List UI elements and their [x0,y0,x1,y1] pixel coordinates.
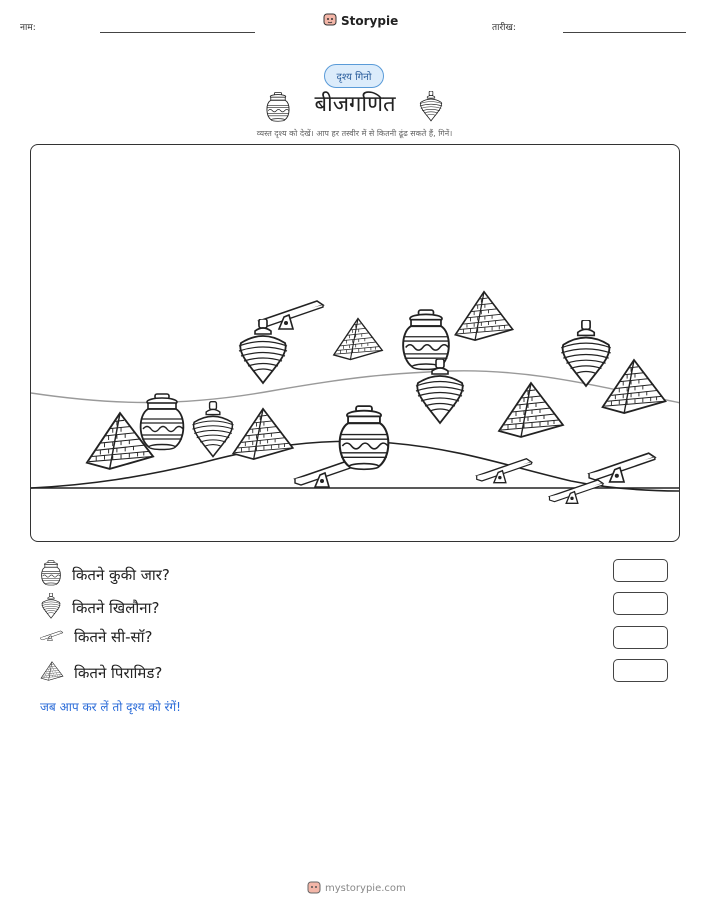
question-cookie-jars [40,560,170,590]
title-spinning-top-icon [418,91,444,122]
pyramid-1 [334,319,383,360]
question-seesaws [40,627,152,647]
cookie-jar-3 [340,406,389,469]
title-cookie-jar-icon [265,92,291,122]
date-field[interactable] [563,32,686,33]
answer-box-pyramids[interactable] [613,659,668,682]
storypie-mascot-icon [323,12,337,29]
pyramid-3 [603,360,666,413]
footer [307,880,406,897]
pyramid-icon [40,660,64,686]
category-badge: दृश्य गिनो [324,64,384,88]
page-title: बीजगणित [314,92,396,117]
spinning-top-icon [40,593,62,623]
name-field[interactable] [100,32,255,33]
instructions-subtitle: व्यस्त दृश्य को देखें। आप हर तस्वीर में से कितनी ढूंढ सकते हैं, गिनें। [256,129,453,138]
answer-box-seesaws[interactable] [613,626,668,649]
question-text: कितने पिरामिड? [74,664,163,682]
seesaw-1 [259,301,323,329]
counting-scene [30,144,680,542]
coloring-instruction: जब आप कर लें तो दृश्य को रंगें! [40,700,181,714]
question-text: कितने खिलौना? [72,599,160,617]
brand-logo [323,12,398,29]
cookie-jar-2 [141,394,184,450]
date-label: तारीख: [492,23,516,33]
answer-box-spinning-tops[interactable] [613,592,668,615]
footer-url: mystorypie.com [325,883,406,894]
seesaw-5 [550,480,603,503]
answer-box-cookie-jars[interactable] [613,559,668,582]
pyramid-2 [455,292,512,340]
pyramid-6 [233,409,293,459]
question-text: कितने सी-सॉ? [74,628,153,646]
spinning-top-2 [561,320,610,386]
question-pyramids [40,660,162,686]
seesaw-4 [589,453,655,482]
storypie-mascot-icon [307,880,321,897]
seesaw-icon [40,627,64,647]
question-spinning-tops [40,593,159,623]
seesaw-3 [477,459,532,483]
cookie-jar-icon [40,560,62,590]
brand-name: Storypie [341,13,399,28]
question-text: कितने कुकी जार? [72,566,170,584]
pyramid-4 [499,383,563,437]
name-label: नाम: [20,23,36,33]
spinning-top-4 [192,402,233,457]
